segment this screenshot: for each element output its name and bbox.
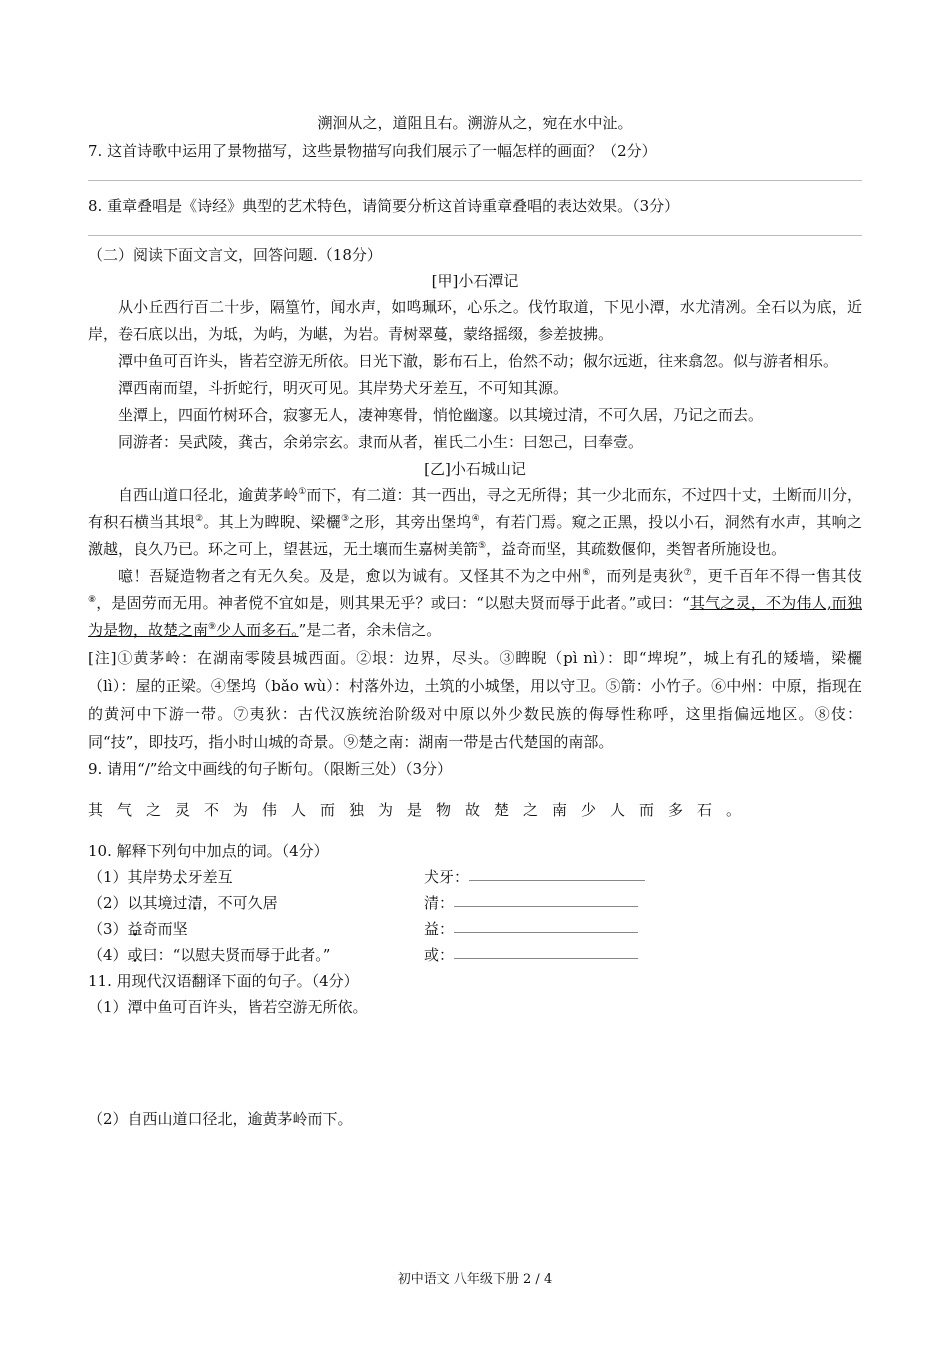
jia-paragraph-4: 坐潭上，四面竹树环合，寂寥无人，凄神寒骨，悄怆幽邃。以其境过清，不可久居，乃记之而去。 (118, 406, 764, 424)
poem-line: 溯洄从之，道阻且右。溯游从之，宛在水中沚。 (317, 114, 633, 132)
question-9-sentence: 其气之灵不为伟人而独为是物故楚之南少人而多石。 (88, 801, 756, 819)
question-8: 8. 重章叠唱是《诗经》典型的艺术特色，请简要分析这首诗重章叠唱的表达效果。（3分） (88, 197, 680, 215)
answer-line-8 (88, 235, 862, 236)
answer-space-11-1 (88, 1020, 862, 1106)
dotted-word: 或 (127, 946, 143, 964)
footnote-ref: ⑥ (582, 568, 591, 578)
footnote-ref: ⑦ (683, 568, 693, 578)
question-11: 11. 用现代汉语翻译下面的句子。（4分） (88, 972, 359, 990)
question-10: 10. 解释下列句中加点的词。（4分） (88, 842, 329, 860)
underlined-sentence: 其气之灵，不为伟人,而独为是物，故楚之南⑨少人而多石。 (88, 594, 862, 639)
footnotes: [注]①黄茅岭：在湖南零陵县城西面。②垠：边界，尽头。③睥睨（pì nì）：即“埤堄”，城上有孔的矮墙，梁欐（lì）：屋的正梁。④堡坞（bǎo wù）：村落外边，土筑的小城堡，用以守卫。⑤箭：小竹子。⑥中州：中原，指现在的黄河中下游一带。⑦夷狄：古代汉族统治阶级对中原以外少数民族的侮辱性称呼，这里指偏远地区。⑧伎：同“技”，即技巧，指小时山城的奇景。⑨楚之南：湖南一带是古代楚国的南部。 (88, 649, 862, 751)
q10-item-1: （1）其岸势犬牙差互 犬牙： (88, 864, 862, 890)
question-11-1: （1）潭中鱼可百许头，皆若空游无所依。 (88, 998, 368, 1016)
footnote-ref: ① (298, 487, 307, 497)
dotted-word: 清 (187, 894, 203, 912)
dotted-word: 益 (127, 920, 143, 938)
q10-item-4: （4）或曰：“以慰夫贤而辱于此者。” 或： (88, 942, 862, 968)
jia-paragraph-3: 潭西南而望，斗折蛇行，明灭可见。其岸势犬牙差互，不可知其源。 (118, 379, 569, 397)
footnote-ref: ③ (341, 514, 350, 524)
q10-item-3: （3）益奇而坚 益： (88, 916, 862, 942)
footnote-ref: ④ (471, 514, 481, 524)
question-9: 9. 请用“/”给文中画线的句子断句。（限断三处）（3分） (88, 760, 453, 778)
footnote-ref: ⑤ (478, 541, 487, 551)
answer-blank[interactable] (469, 864, 645, 881)
jia-paragraph-2: 潭中鱼可百许头，皆若空游无所依。日光下澈，影布石上，佁然不动；俶尔远逝，往来翕忽。似与游者相乐。 (118, 352, 839, 370)
footnote-ref: ② (195, 514, 204, 524)
title-jia: [甲]小石潭记 (431, 272, 519, 290)
jia-paragraph-1: 从小丘西行百二十步，隔篁竹，闻水声，如鸣珮环，心乐之。伐竹取道，下见小潭，水尤清冽。全石以为底，近岸，卷石底以出，为坻，为屿，为嵁，为岩。青树翠蔓，蒙络摇缀，参差披拂。 (88, 298, 862, 343)
page-footer: 初中语文 八年级下册 2 / 4 (397, 1272, 553, 1287)
exam-page (88, 110, 862, 1132)
section-2-heading: （二）阅读下面文言文，回答问题.（18分） (88, 246, 382, 264)
question-7: 7. 这首诗歌中运用了景物描写，这些景物描写向我们展示了一幅怎样的画面？（2分） (88, 142, 657, 160)
yi-paragraph-1: 自西山道口径北，逾黄茅岭①而下，有二道：其一西出，寻之无所得；其一少北而东，不过四十丈，土断而川分，有积石横当其垠②。其上为睥睨、梁欐③之形，其旁出堡坞④，有若门焉。窥之正黑，投以小石，洞然有水声，其响之激越，良久乃已。环之可上，望甚远，无土壤而生嘉树美箭⑤，益奇而坚，其疏数偃仰，类智者所施设也。 (88, 486, 862, 558)
question-11-2: （2）自西山道口径北，逾黄茅岭而下。 (88, 1110, 353, 1128)
yi-paragraph-2: 噫！吾疑造物者之有无久矣。及是，愈以为诚有。又怪其不为之中州⑥，而列是夷狄⑦，更千百年不得一售其伎⑧，是固劳而无用。神者傥不宜如是，则其果无乎？或曰：“以慰夫贤而辱于此者。”或曰：“其气之灵，不为伟人,而独为是物，故楚之南⑨少人而多石。”是二者，余未信之。 (88, 567, 862, 639)
title-yi: [乙]小石城山记 (424, 460, 526, 478)
answer-blank[interactable] (454, 942, 638, 959)
answer-line-7 (88, 180, 862, 181)
q10-item-2: （2）以其境过清，不可久居 清： (88, 890, 862, 916)
dotted-word: 犬 (172, 868, 188, 886)
footnote-ref: ⑨ (208, 622, 217, 632)
footnote-ref: ⑧ (88, 595, 97, 605)
answer-blank[interactable] (454, 890, 638, 907)
answer-blank[interactable] (454, 916, 638, 933)
jia-paragraph-5: 同游者：吴武陵，龚古，余弟宗玄。隶而从者，崔氏二小生：曰恕己，曰奉壹。 (118, 433, 644, 451)
